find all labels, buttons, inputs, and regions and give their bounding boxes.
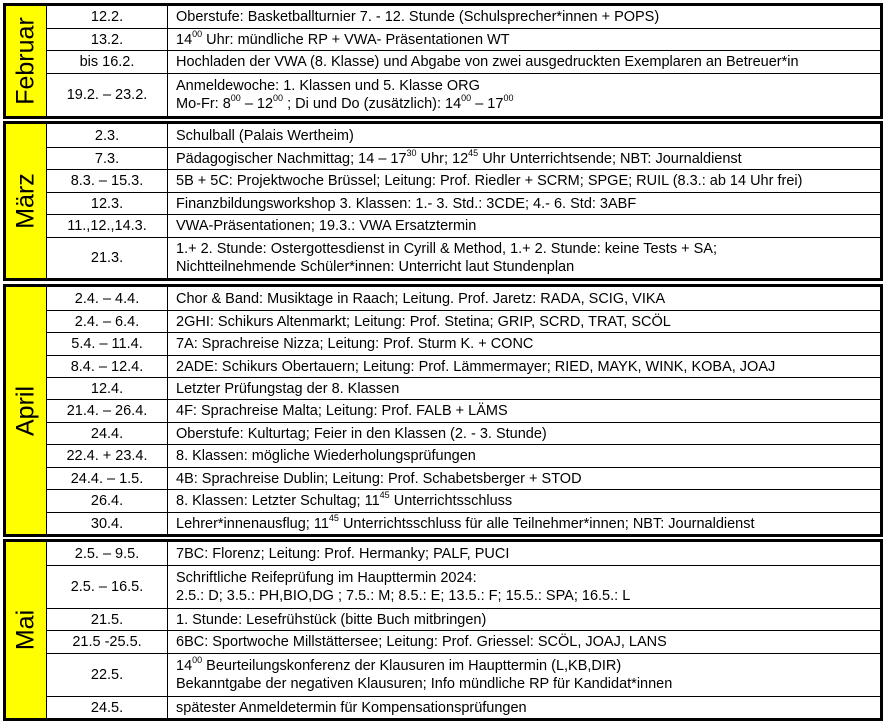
table-row [47,147,880,169]
event-description [168,423,880,444]
table-row [47,28,880,50]
text-segment: Unterrichtsschluss für alle Teilnehmer*innen; NBT: Journaldienst [338,515,755,532]
description-line [176,53,880,71]
text-segment: spätester Anmeldetermin für Kompensationsprüfungen [176,699,527,716]
text-segment: 2GHI: Schikurs Altenmarkt; Leitung: Prof. Stetina; GRIP, SCRD, TRAT, SCÖL [176,313,671,330]
event-description [168,238,880,278]
event-date: 19.2. – 23.2. [47,74,168,116]
event-date: 5.4. – 11.4. [47,333,168,355]
table-row [47,608,880,630]
table-row [47,377,880,399]
event-description [168,6,880,28]
event-description [168,170,880,192]
event-date: 22.4. + 23.4. [47,445,168,467]
event-date: 2.4. – 6.4. [47,311,168,332]
event-date: 12.4. [47,378,168,399]
table-row [47,192,880,214]
table-row [47,50,880,73]
event-date: 2.5. – 16.5. [47,566,168,608]
description-line [176,195,880,213]
text-segment: Lehrer*innenausflug; 11 [176,515,329,532]
description-line [176,172,880,190]
event-date: 7.3. [47,148,168,169]
table-row [47,124,880,147]
text-segment: – 17 [471,96,504,112]
text-segment: Mo-Fr: 8 [176,96,231,112]
text-segment: Uhr; 12 [416,150,469,167]
event-description [168,124,880,147]
text-segment: Uhr Unterrichtsende; NBT: Journaldienst [478,150,742,167]
table-row [47,332,880,355]
description-line [176,425,880,443]
event-description [168,311,880,332]
text-segment: VWA-Präsentationen; 19.3.: VWA Ersatztermin [176,218,477,234]
event-date: 2.4. – 4.4. [47,287,168,310]
event-description [168,513,880,534]
event-description [168,29,880,50]
text-segment: Finanzbildungsworkshop 3. Klassen: 1.- 3. Std.: 3CDE; 4.- 6. Std: 3ABF [176,195,637,212]
event-description [168,193,880,214]
text-segment: Oberstufe: Kulturtag; Feier in den Klassen (2. - 3. Stunde) [176,425,547,442]
event-date: bis 16.2. [47,51,168,73]
text-segment: Bekanntgabe der negativen Klausuren; Info mündliche RP für Kandidat*innen [176,676,673,692]
month-block-märz [3,121,883,281]
description-line [176,515,880,533]
superscript-minutes: 00 [503,93,514,103]
event-description [168,378,880,399]
event-description [168,400,880,422]
event-date: 11.,12.,14.3. [47,215,168,237]
month-block-februar [3,3,883,119]
table-row [47,73,880,116]
month-label-cell [6,124,47,278]
month-label-cell [6,6,47,116]
description-line [176,290,880,308]
month-block-mai [3,539,883,721]
text-segment: Unterrichtsschluss [389,493,513,509]
text-segment: Oberstufe: Basketballturnier 7. - 12. Stunde (Schulsprecher*innen + POPS) [176,9,660,25]
superscript-minutes: 00 [273,93,284,103]
month-block-april [3,284,883,537]
event-description [168,356,880,377]
text-segment: 8. Klassen: Letzter Schultag; 11 [176,493,380,509]
event-description [168,631,880,653]
event-description [168,468,880,489]
text-segment: 7BC: Florenz; Leitung: Prof. Hermanky; PALF, PUCI [176,545,510,562]
text-segment: 14 [176,31,193,48]
table-row [47,169,880,192]
event-description [168,287,880,310]
event-description [168,490,880,512]
description-line [176,587,880,605]
table-row [47,653,880,696]
description-line [176,335,880,353]
text-segment: 7A: Sprachreise Nizza; Leitung: Prof. Sturm K. + CONC [176,336,534,352]
text-segment: Schriftliche Reifeprüfung im Haupttermin 2024: [176,570,477,586]
description-line [176,217,880,235]
event-date: 21.5 -25.5. [47,631,168,653]
table-row [47,512,880,534]
superscript-minutes: 00 [192,655,203,665]
table-row [47,310,880,332]
table-row [47,630,880,653]
text-segment: 2.5.: D; 3.5.: PH,BIO,DG ; 7.5.: M; 8.5.: E; 13.5.: F; 15.5.: SPA; 16.5.: L [176,588,631,604]
table-row [47,467,880,489]
description-line [176,402,880,420]
description-line [176,8,880,26]
table-row [47,444,880,467]
month-label: Mai [11,609,40,651]
superscript-minutes: 00 [461,93,472,103]
event-description [168,566,880,608]
month-label-cell [6,542,47,718]
description-line [176,127,880,145]
superscript-minutes: 45 [379,490,390,500]
month-label: Februar [11,17,40,105]
description-line [176,633,880,651]
description-line [176,95,880,113]
text-segment: 5B + 5C: Projektwoche Brüssel; Leitung: Prof. Riedler + SCRM; SPGE; RUIL (8.3.: ab 14 Uhr frei) [176,173,803,189]
description-line [176,470,880,488]
table-row [47,287,880,310]
text-segment: Hochladen der VWA (8. Klasse) und Abgabe von zwei ausgedruckten Exemplaren an Betreuer*in [176,54,799,70]
description-line [176,447,880,465]
event-date: 2.3. [47,124,168,147]
description-line [176,699,880,717]
description-line [176,380,880,398]
text-segment: Uhr: mündliche RP + VWA- Präsentationen WT [202,31,510,48]
event-description [168,542,880,565]
text-segment: 2ADE: Schikurs Obertauern; Leitung: Prof. Lämmermayer; RIED, MAYK, WINK, KOBA, JOAJ [176,358,776,375]
description-line [176,657,880,675]
event-date: 21.4. – 26.4. [47,400,168,422]
description-line [176,240,880,258]
table-row [47,399,880,422]
event-date: 24.4. [47,423,168,444]
month-label-cell [6,287,47,534]
text-segment: 14 [176,658,193,674]
text-segment: ; Di und Do (zusätzlich): 14 [283,96,462,112]
description-line [176,675,880,693]
description-line [176,569,880,587]
event-description [168,654,880,696]
event-description [168,148,880,169]
text-segment: Beurteilungskonferenz der Klausuren im Haupttermin (L,KB,DIR) [202,658,622,674]
event-date: 8.3. – 15.3. [47,170,168,192]
description-line [176,258,880,276]
event-description [168,697,880,718]
event-date: 21.3. [47,238,168,278]
text-segment: Chor & Band: Musiktage in Raach; Leitung. Prof. Jaretz: RADA, SCIG, VIKA [176,290,666,307]
superscript-minutes: 45 [328,513,339,523]
event-date: 12.3. [47,193,168,214]
text-segment: – 12 [240,96,274,112]
event-description [168,51,880,73]
table-row [47,565,880,608]
superscript-minutes: 00 [192,29,203,39]
month-label: April [11,385,40,436]
table-row [47,489,880,512]
event-date: 24.4. – 1.5. [47,468,168,489]
table-row [47,696,880,718]
text-segment: 6BC: Sportwoche Millstättersee; Leitung: Prof. Griessel: SCÖL, JOAJ, LANS [176,634,667,650]
event-description [168,445,880,467]
description-line [176,358,880,376]
table-row [47,237,880,278]
event-date: 12.2. [47,6,168,28]
table-row [47,214,880,237]
superscript-minutes: 30 [406,148,417,158]
event-date: 22.5. [47,654,168,696]
text-segment: 1. Stunde: Lesefrühstück (bitte Buch mitbringen) [176,611,487,628]
description-line [176,313,880,331]
event-description [168,74,880,116]
superscript-minutes: 45 [468,148,479,158]
event-date: 2.5. – 9.5. [47,542,168,565]
description-line [176,492,880,510]
text-segment: Letzter Prüfungstag der 8. Klassen [176,380,400,397]
event-date: 21.5. [47,609,168,630]
event-date: 30.4. [47,513,168,534]
event-date: 13.2. [47,29,168,50]
text-segment: Pädagogischer Nachmittag; 14 – 17 [176,150,407,167]
text-segment: 4F: Sprachreise Malta; Leitung: Prof. FALB + LÄMS [176,403,508,419]
description-line [176,150,880,168]
event-date: 8.4. – 12.4. [47,356,168,377]
table-row [47,6,880,28]
table-row [47,355,880,377]
description-line [176,31,880,49]
text-segment: 4B: Sprachreise Dublin; Leitung: Prof. Schabetsberger + STOD [176,470,582,487]
event-date: 26.4. [47,490,168,512]
table-row [47,422,880,444]
month-label: März [11,173,40,229]
description-line [176,545,880,563]
table-row [47,542,880,565]
text-segment: Schulball (Palais Wertheim) [176,127,354,144]
superscript-minutes: 00 [230,93,241,103]
event-description [168,609,880,630]
event-description [168,333,880,355]
text-segment: 1.+ 2. Stunde: Ostergottesdienst in Cyrill & Method, 1.+ 2. Stunde: keine Tests + SA; [176,241,717,257]
event-description [168,215,880,237]
text-segment: Anmeldewoche: 1. Klassen und 5. Klasse ORG [176,78,480,94]
text-segment: 8. Klassen: mögliche Wiederholungsprüfungen [176,448,476,464]
text-segment: Nichtteilnehmende Schüler*innen: Unterricht laut Stundenplan [176,259,575,275]
event-date: 24.5. [47,697,168,718]
description-line [176,611,880,629]
